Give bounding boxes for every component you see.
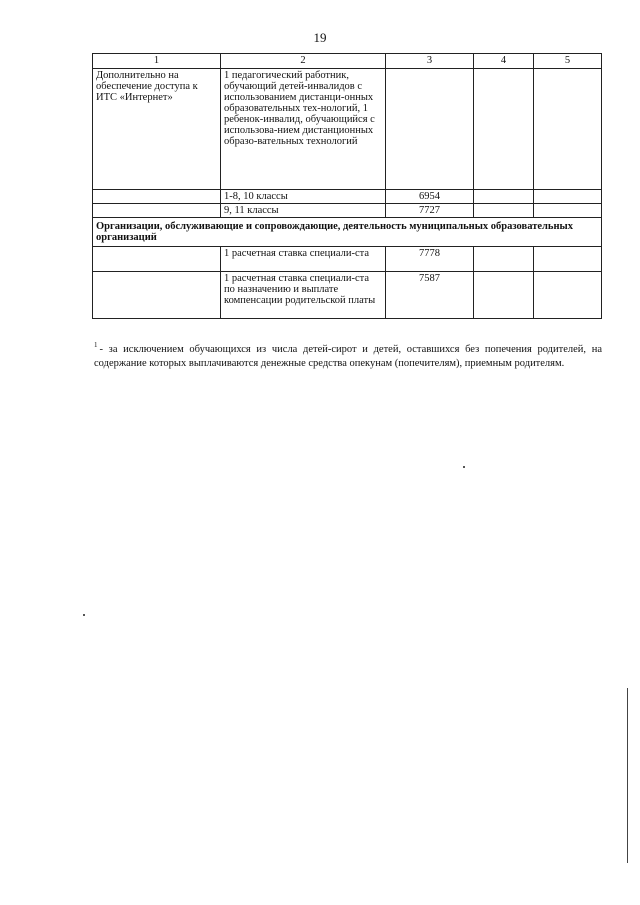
empty-cell bbox=[474, 272, 534, 319]
scan-margin-line bbox=[627, 688, 628, 863]
empty-cell bbox=[474, 69, 534, 190]
header-cell: 2 bbox=[221, 54, 386, 69]
section-heading-row bbox=[93, 218, 602, 247]
row-category-cell bbox=[93, 190, 221, 204]
row-description-cell: 1 педагогический работник, обучающий детей-инвалидов с использованием дистанци-онных образовательных тех-нологий, 1 ребенок-инвалид, обучающийся с использова-нием дистанционных образо-вательных технологий bbox=[221, 69, 386, 190]
row-description-cell: 1 расчетная ставка специали-ста по назначению и выплате компенсации родительской платы bbox=[221, 272, 386, 319]
row-value-cell: 7727 bbox=[386, 204, 474, 218]
empty-cell bbox=[474, 204, 534, 218]
row-value-cell: 7778 bbox=[386, 247, 474, 272]
table-row bbox=[93, 190, 602, 204]
row-value-cell bbox=[386, 69, 474, 190]
row-category-cell bbox=[93, 247, 221, 272]
table-row bbox=[93, 272, 602, 319]
footnote bbox=[94, 338, 602, 371]
header-cell: 3 bbox=[386, 54, 474, 69]
row-description-cell: 9, 11 классы bbox=[221, 204, 386, 218]
table-row bbox=[93, 204, 602, 218]
empty-cell bbox=[474, 247, 534, 272]
table-row bbox=[93, 247, 602, 272]
norms-table bbox=[92, 53, 602, 319]
scan-speck bbox=[83, 614, 85, 616]
header-cell: 4 bbox=[474, 54, 534, 69]
header-cell: 5 bbox=[534, 54, 602, 69]
row-category-cell bbox=[93, 272, 221, 319]
scan-speck bbox=[463, 466, 465, 468]
row-category-cell bbox=[93, 204, 221, 218]
footnote-marker: 1 bbox=[94, 341, 98, 349]
empty-cell bbox=[534, 190, 602, 204]
section-title: Организации, обслуживающие и сопровождающие, деятельность муниципальных образовательных организаций bbox=[93, 218, 602, 247]
empty-cell bbox=[534, 204, 602, 218]
row-description-cell: 1 расчетная ставка специали-ста bbox=[221, 247, 386, 272]
empty-cell bbox=[534, 247, 602, 272]
footnote-text: - за исключением обучающихся из числа детей-сирот и детей, оставшихся без попечения родителей, на содержание которых выплачиваются денежные средства опекунам (попечителям), приемным родителям. bbox=[94, 344, 602, 369]
table-row bbox=[93, 69, 602, 190]
row-value-cell: 6954 bbox=[386, 190, 474, 204]
empty-cell bbox=[534, 69, 602, 190]
page-number: 19 bbox=[313, 30, 327, 45]
header-cell: 1 bbox=[93, 54, 221, 69]
empty-cell bbox=[474, 190, 534, 204]
empty-cell bbox=[534, 272, 602, 319]
row-category-cell: Дополнительно на обеспечение доступа к ИТС «Интернет» bbox=[93, 69, 221, 190]
row-description-cell: 1-8, 10 классы bbox=[221, 190, 386, 204]
row-value-cell: 7587 bbox=[386, 272, 474, 319]
table-header-row bbox=[93, 54, 602, 69]
